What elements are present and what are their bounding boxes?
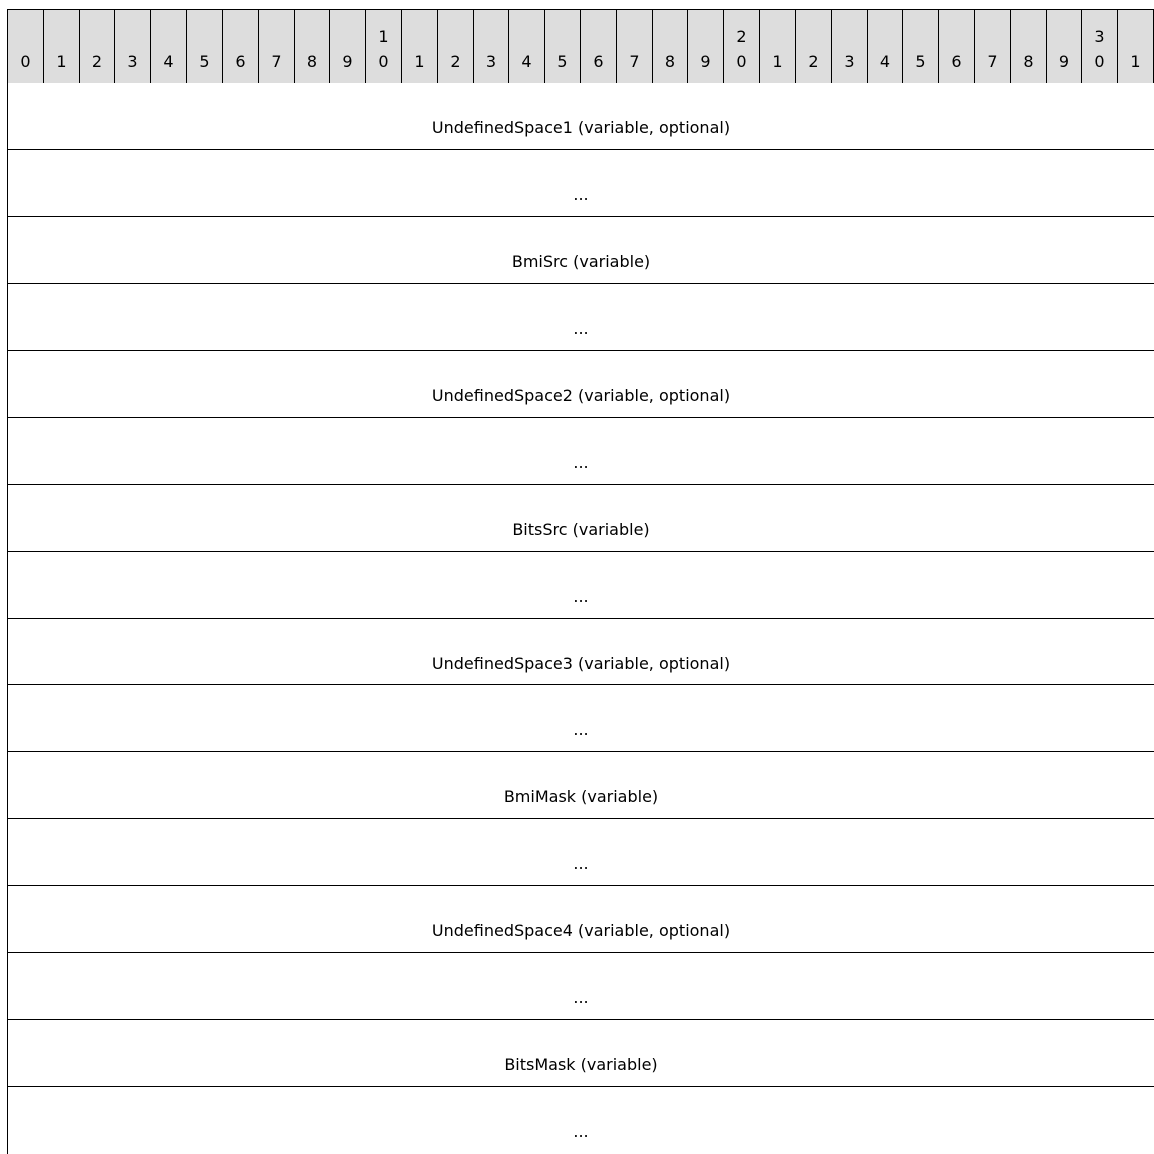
field-label: ...	[573, 1122, 589, 1141]
bit-cell	[259, 10, 295, 83]
bit-cell	[1118, 10, 1154, 83]
bit-cell	[868, 10, 903, 83]
bit-ones-digit: 3	[127, 52, 138, 71]
bit-ones-digit: 9	[1058, 52, 1070, 71]
bit-cell	[295, 10, 330, 83]
bit-cell	[44, 10, 80, 83]
bit-ones-digit: 2	[450, 52, 461, 71]
bit-ones-digit: 0	[736, 52, 747, 71]
field-rows	[7, 83, 1154, 1154]
bit-cell	[545, 10, 581, 83]
field-label: ...	[573, 988, 589, 1007]
field-label: BitsSrc (variable)	[512, 520, 650, 539]
bit-cell	[975, 10, 1011, 83]
bit-cell	[509, 10, 545, 83]
bit-ones-digit: 1	[772, 52, 783, 71]
bit-ones-digit: 3	[844, 52, 855, 71]
bit-ones-digit: 5	[915, 52, 926, 71]
bit-cell	[688, 10, 724, 83]
bit-cell	[581, 10, 617, 83]
field-row	[8, 83, 1154, 150]
field-label: ...	[573, 319, 589, 338]
bit-cell	[760, 10, 796, 83]
bit-tens-digit: 3	[1094, 27, 1105, 46]
field-label: ...	[573, 587, 589, 606]
bit-ones-digit: 5	[199, 52, 210, 71]
bit-cell	[366, 10, 402, 83]
bit-number-header	[7, 9, 1154, 83]
bit-ones-digit: 4	[521, 52, 532, 71]
bit-cell	[474, 10, 509, 83]
field-row	[8, 752, 1154, 819]
bit-ones-digit: 0	[378, 52, 389, 71]
field-label: BitsMask (variable)	[504, 1055, 658, 1074]
bit-cell	[832, 10, 868, 83]
bit-ones-digit: 5	[557, 52, 568, 71]
bit-cell	[1082, 10, 1118, 83]
field-row	[8, 217, 1154, 284]
field-label: ...	[573, 720, 589, 739]
bit-cell	[402, 10, 438, 83]
bit-cell	[8, 10, 44, 83]
bit-cell	[438, 10, 474, 83]
bit-ones-digit: 9	[342, 52, 353, 71]
field-label: UndefinedSpace1 (variable, optional)	[431, 118, 731, 137]
bit-ones-digit: 8	[664, 52, 676, 71]
field-row	[8, 619, 1154, 685]
bit-cell	[223, 10, 259, 83]
bit-ones-digit: 0	[20, 52, 31, 71]
field-continuation-row	[8, 150, 1154, 217]
field-label: BmiSrc (variable)	[511, 252, 651, 271]
bit-cell	[1047, 10, 1082, 83]
bit-cell	[724, 10, 760, 83]
field-label: ...	[573, 453, 589, 472]
field-row	[8, 485, 1154, 552]
field-row	[8, 351, 1154, 418]
field-label: BmiMask (variable)	[503, 787, 659, 806]
field-continuation-row	[8, 552, 1154, 619]
bit-ones-digit: 4	[879, 52, 891, 71]
bit-ones-digit: 3	[485, 52, 497, 71]
bit-ones-digit: 2	[808, 52, 819, 71]
bit-ones-digit: 8	[1023, 52, 1034, 71]
bit-ones-digit: 2	[91, 52, 103, 71]
field-row	[8, 1020, 1154, 1087]
bit-ones-digit: 7	[271, 52, 282, 71]
field-label: ...	[573, 854, 589, 873]
bit-cell	[187, 10, 223, 83]
field-continuation-row	[8, 284, 1154, 351]
field-continuation-row	[8, 953, 1154, 1020]
field-row	[8, 886, 1154, 953]
bit-ones-digit: 6	[593, 52, 604, 71]
field-continuation-row	[8, 685, 1154, 752]
bit-cell	[151, 10, 187, 83]
bit-ones-digit: 9	[700, 52, 711, 71]
bit-ones-digit: 7	[629, 52, 640, 71]
bit-cell	[903, 10, 939, 83]
field-continuation-row	[8, 418, 1154, 485]
bit-ones-digit: 7	[987, 52, 998, 71]
field-continuation-row	[8, 1087, 1154, 1154]
bit-cell	[1011, 10, 1047, 83]
bit-ones-digit: 1	[414, 52, 425, 71]
bit-cell	[617, 10, 653, 83]
bit-ones-digit: 6	[951, 52, 962, 71]
bit-cell	[80, 10, 115, 83]
field-label: ...	[573, 185, 589, 204]
bit-ones-digit: 0	[1094, 52, 1105, 71]
bit-ones-digit: 1	[1130, 52, 1141, 71]
field-continuation-row	[8, 819, 1154, 886]
bit-ones-digit: 8	[306, 52, 318, 71]
field-label: UndefinedSpace2 (variable, optional)	[431, 386, 731, 405]
bit-cell	[653, 10, 688, 83]
bit-cell	[115, 10, 151, 83]
bit-ones-digit: 1	[56, 52, 67, 71]
field-label: UndefinedSpace4 (variable, optional)	[431, 921, 731, 940]
bit-ones-digit: 6	[235, 52, 246, 71]
bit-tens-digit: 1	[378, 27, 389, 46]
field-label: UndefinedSpace3 (variable, optional)	[431, 654, 731, 673]
bit-tens-digit: 2	[736, 27, 747, 46]
bit-cell	[939, 10, 975, 83]
bit-ones-digit: 4	[163, 52, 174, 71]
bit-cell	[330, 10, 366, 83]
bit-cell	[796, 10, 832, 83]
